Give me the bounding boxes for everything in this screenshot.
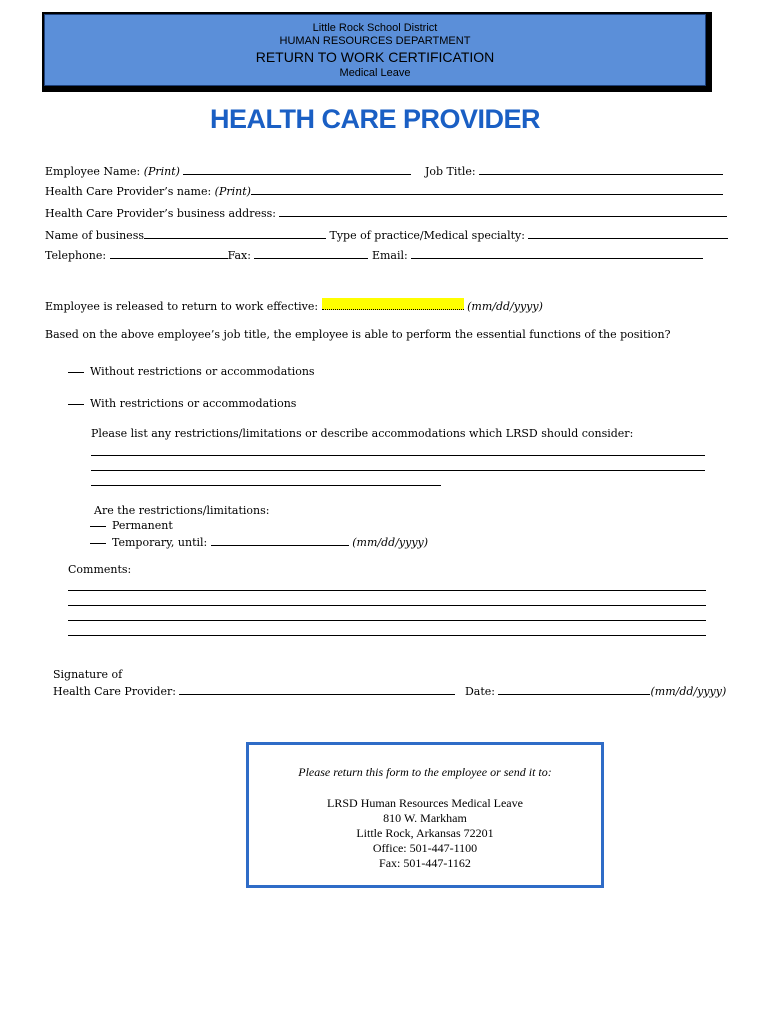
address-line-3: Little Rock, Arkansas 72201 bbox=[356, 826, 494, 840]
option-with-restrictions[interactable] bbox=[68, 397, 296, 410]
restrictions-line-1[interactable] bbox=[91, 455, 705, 456]
option-temporary-label: Temporary, until: bbox=[112, 536, 208, 549]
telephone-field[interactable] bbox=[110, 248, 228, 259]
practice-type-label: Type of practice/Medical specialty: bbox=[329, 229, 525, 242]
fax-field[interactable] bbox=[254, 248, 368, 259]
signature-row bbox=[53, 684, 726, 698]
checkbox-line-icon bbox=[90, 543, 106, 544]
office-phone: Office: 501-447-1100 bbox=[372, 841, 478, 855]
contact-row bbox=[45, 248, 703, 262]
business-address-label: Health Care Provider’s business address: bbox=[45, 207, 276, 220]
signature-date-field[interactable] bbox=[498, 684, 650, 695]
business-name-row bbox=[45, 228, 728, 242]
return-address bbox=[249, 796, 601, 871]
form-subtitle: Medical Leave bbox=[339, 67, 411, 79]
business-name-field[interactable] bbox=[144, 228, 326, 239]
comments-line-2[interactable] bbox=[68, 605, 706, 606]
fax-label: Fax: bbox=[227, 249, 251, 262]
department-name: HUMAN RESOURCES DEPARTMENT bbox=[279, 35, 471, 47]
signature-date-format: (mm/dd/yyyy) bbox=[650, 685, 727, 698]
telephone-label: Telephone: bbox=[45, 249, 107, 262]
provider-name-label: Health Care Provider’s name: bbox=[45, 185, 212, 198]
form-header-panel bbox=[44, 14, 706, 86]
section-title: HEALTH CARE PROVIDER bbox=[209, 104, 541, 134]
temporary-date-format: (mm/dd/yyyy) bbox=[352, 536, 429, 549]
business-name-label: Name of business bbox=[45, 229, 144, 242]
practice-type-field[interactable] bbox=[528, 228, 728, 239]
return-address-box bbox=[246, 742, 604, 888]
address-line-1: LRSD Human Resources Medical Leave bbox=[327, 796, 523, 810]
district-name: Little Rock School District bbox=[312, 22, 438, 34]
comments-line-4[interactable] bbox=[68, 635, 706, 636]
employee-name-field[interactable] bbox=[183, 164, 411, 175]
restrictions-line-3[interactable] bbox=[91, 485, 441, 486]
option-permanent-label: Permanent bbox=[112, 519, 173, 532]
signature-label-line2: Health Care Provider: bbox=[53, 685, 176, 698]
option-temporary[interactable] bbox=[90, 535, 428, 549]
signature-date-label: Date: bbox=[464, 685, 495, 698]
return-instructions: Please return this form to the employee or send it to: bbox=[298, 765, 552, 779]
employee-name-print-label: (Print) bbox=[143, 165, 180, 178]
job-title-label: Job Title: bbox=[424, 165, 476, 178]
temporary-until-field[interactable] bbox=[211, 535, 349, 546]
option-without-restrictions[interactable] bbox=[68, 365, 315, 378]
checkbox-line-icon bbox=[68, 372, 84, 373]
address-line-2: 810 W. Markham bbox=[383, 811, 467, 825]
essential-functions-question: Based on the above employee’s job title, the employee is able to perform the essential functions of the position? bbox=[45, 328, 671, 341]
checkbox-line-icon bbox=[90, 526, 106, 527]
comments-line-3[interactable] bbox=[68, 620, 706, 621]
provider-name-field[interactable] bbox=[251, 184, 723, 195]
business-address-field[interactable] bbox=[279, 206, 727, 217]
form-title: RETURN TO WORK CERTIFICATION bbox=[255, 49, 495, 65]
provider-name-row bbox=[45, 184, 723, 198]
release-date-label: Employee is released to return to work effective: bbox=[45, 300, 319, 313]
job-title-field[interactable] bbox=[479, 164, 723, 175]
fax-number: Fax: 501-447-1162 bbox=[379, 856, 471, 870]
business-address-row bbox=[45, 206, 727, 220]
release-date-format: (mm/dd/yyyy) bbox=[467, 300, 543, 313]
restrictions-line-2[interactable] bbox=[91, 470, 705, 471]
comments-line-1[interactable] bbox=[68, 590, 706, 591]
release-date-row bbox=[45, 298, 543, 313]
option-permanent[interactable] bbox=[90, 519, 173, 532]
form-header bbox=[42, 12, 712, 92]
release-date-field[interactable] bbox=[322, 298, 464, 310]
signature-field[interactable] bbox=[179, 684, 455, 695]
checkbox-line-icon bbox=[68, 404, 84, 405]
employee-name-label: Employee Name: bbox=[45, 165, 141, 178]
restrictions-type-label: Are the restrictions/limitations: bbox=[94, 504, 270, 517]
signature-label-line1: Signature of bbox=[53, 668, 123, 681]
employee-name-row bbox=[45, 164, 723, 178]
provider-name-print-label: (Print) bbox=[214, 185, 251, 198]
restrictions-prompt: Please list any restrictions/limitations or describe accommodations which LRSD should consider: bbox=[91, 427, 634, 440]
email-field[interactable] bbox=[411, 248, 703, 259]
option-with-label: With restrictions or accommodations bbox=[90, 397, 297, 410]
email-label: Email: bbox=[371, 249, 408, 262]
option-without-label: Without restrictions or accommodations bbox=[90, 365, 315, 378]
comments-label: Comments: bbox=[68, 563, 132, 576]
